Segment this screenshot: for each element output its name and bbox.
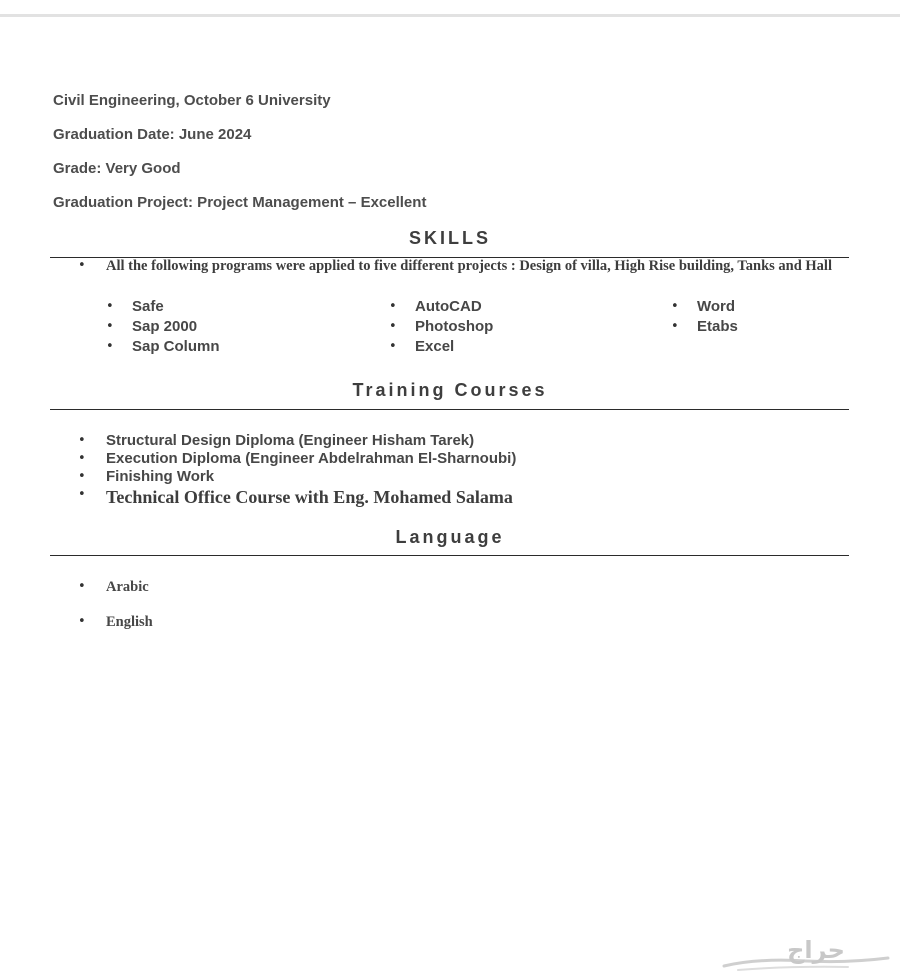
skills-column-2 (415, 297, 493, 357)
skills-intro: • All the following programs were applied to five different projects : Design of villa, High Rise building, Tanks and Hall (106, 258, 832, 275)
watermark-text: حراج (787, 936, 845, 964)
skill-item: • Word (697, 297, 738, 317)
watermark-swoosh (738, 967, 848, 970)
language-item: • English (106, 614, 153, 631)
language-item: • Arabic (106, 579, 149, 596)
education-project: Graduation Project: Project Management – Excellent (53, 194, 427, 211)
education-degree: Civil Engineering, October 6 University (53, 92, 331, 109)
training-heading: Training Courses (352, 380, 548, 400)
training-divider (50, 409, 849, 410)
training-item: • Finishing Work (106, 468, 214, 486)
watermark-logo (718, 936, 894, 972)
skill-item: • Photoshop (415, 317, 493, 337)
skill-item: • Sap 2000 (132, 317, 220, 337)
skills-column-1 (132, 297, 220, 357)
language-divider (50, 555, 849, 556)
skill-item: • Excel (415, 337, 493, 357)
skill-item: • Etabs (697, 317, 738, 337)
skill-item: • Safe (132, 297, 220, 317)
skill-item: • AutoCAD (415, 297, 493, 317)
skills-heading: SKILLS (408, 228, 491, 248)
education-grade: Grade: Very Good (53, 160, 181, 177)
top-divider (0, 14, 900, 17)
education-graduation-date: Graduation Date: June 2024 (53, 126, 252, 143)
skill-item: • Sap Column (132, 337, 220, 357)
training-item: • Structural Design Diploma (Engineer Hisham Tarek) (106, 432, 474, 450)
training-item: • Execution Diploma (Engineer Abdelrahman El-Sharnoubi) (106, 450, 516, 468)
language-heading: Language (395, 527, 505, 547)
training-item: • Technical Office Course with Eng. Mohamed Salama (106, 487, 513, 508)
skills-column-3 (697, 297, 738, 337)
